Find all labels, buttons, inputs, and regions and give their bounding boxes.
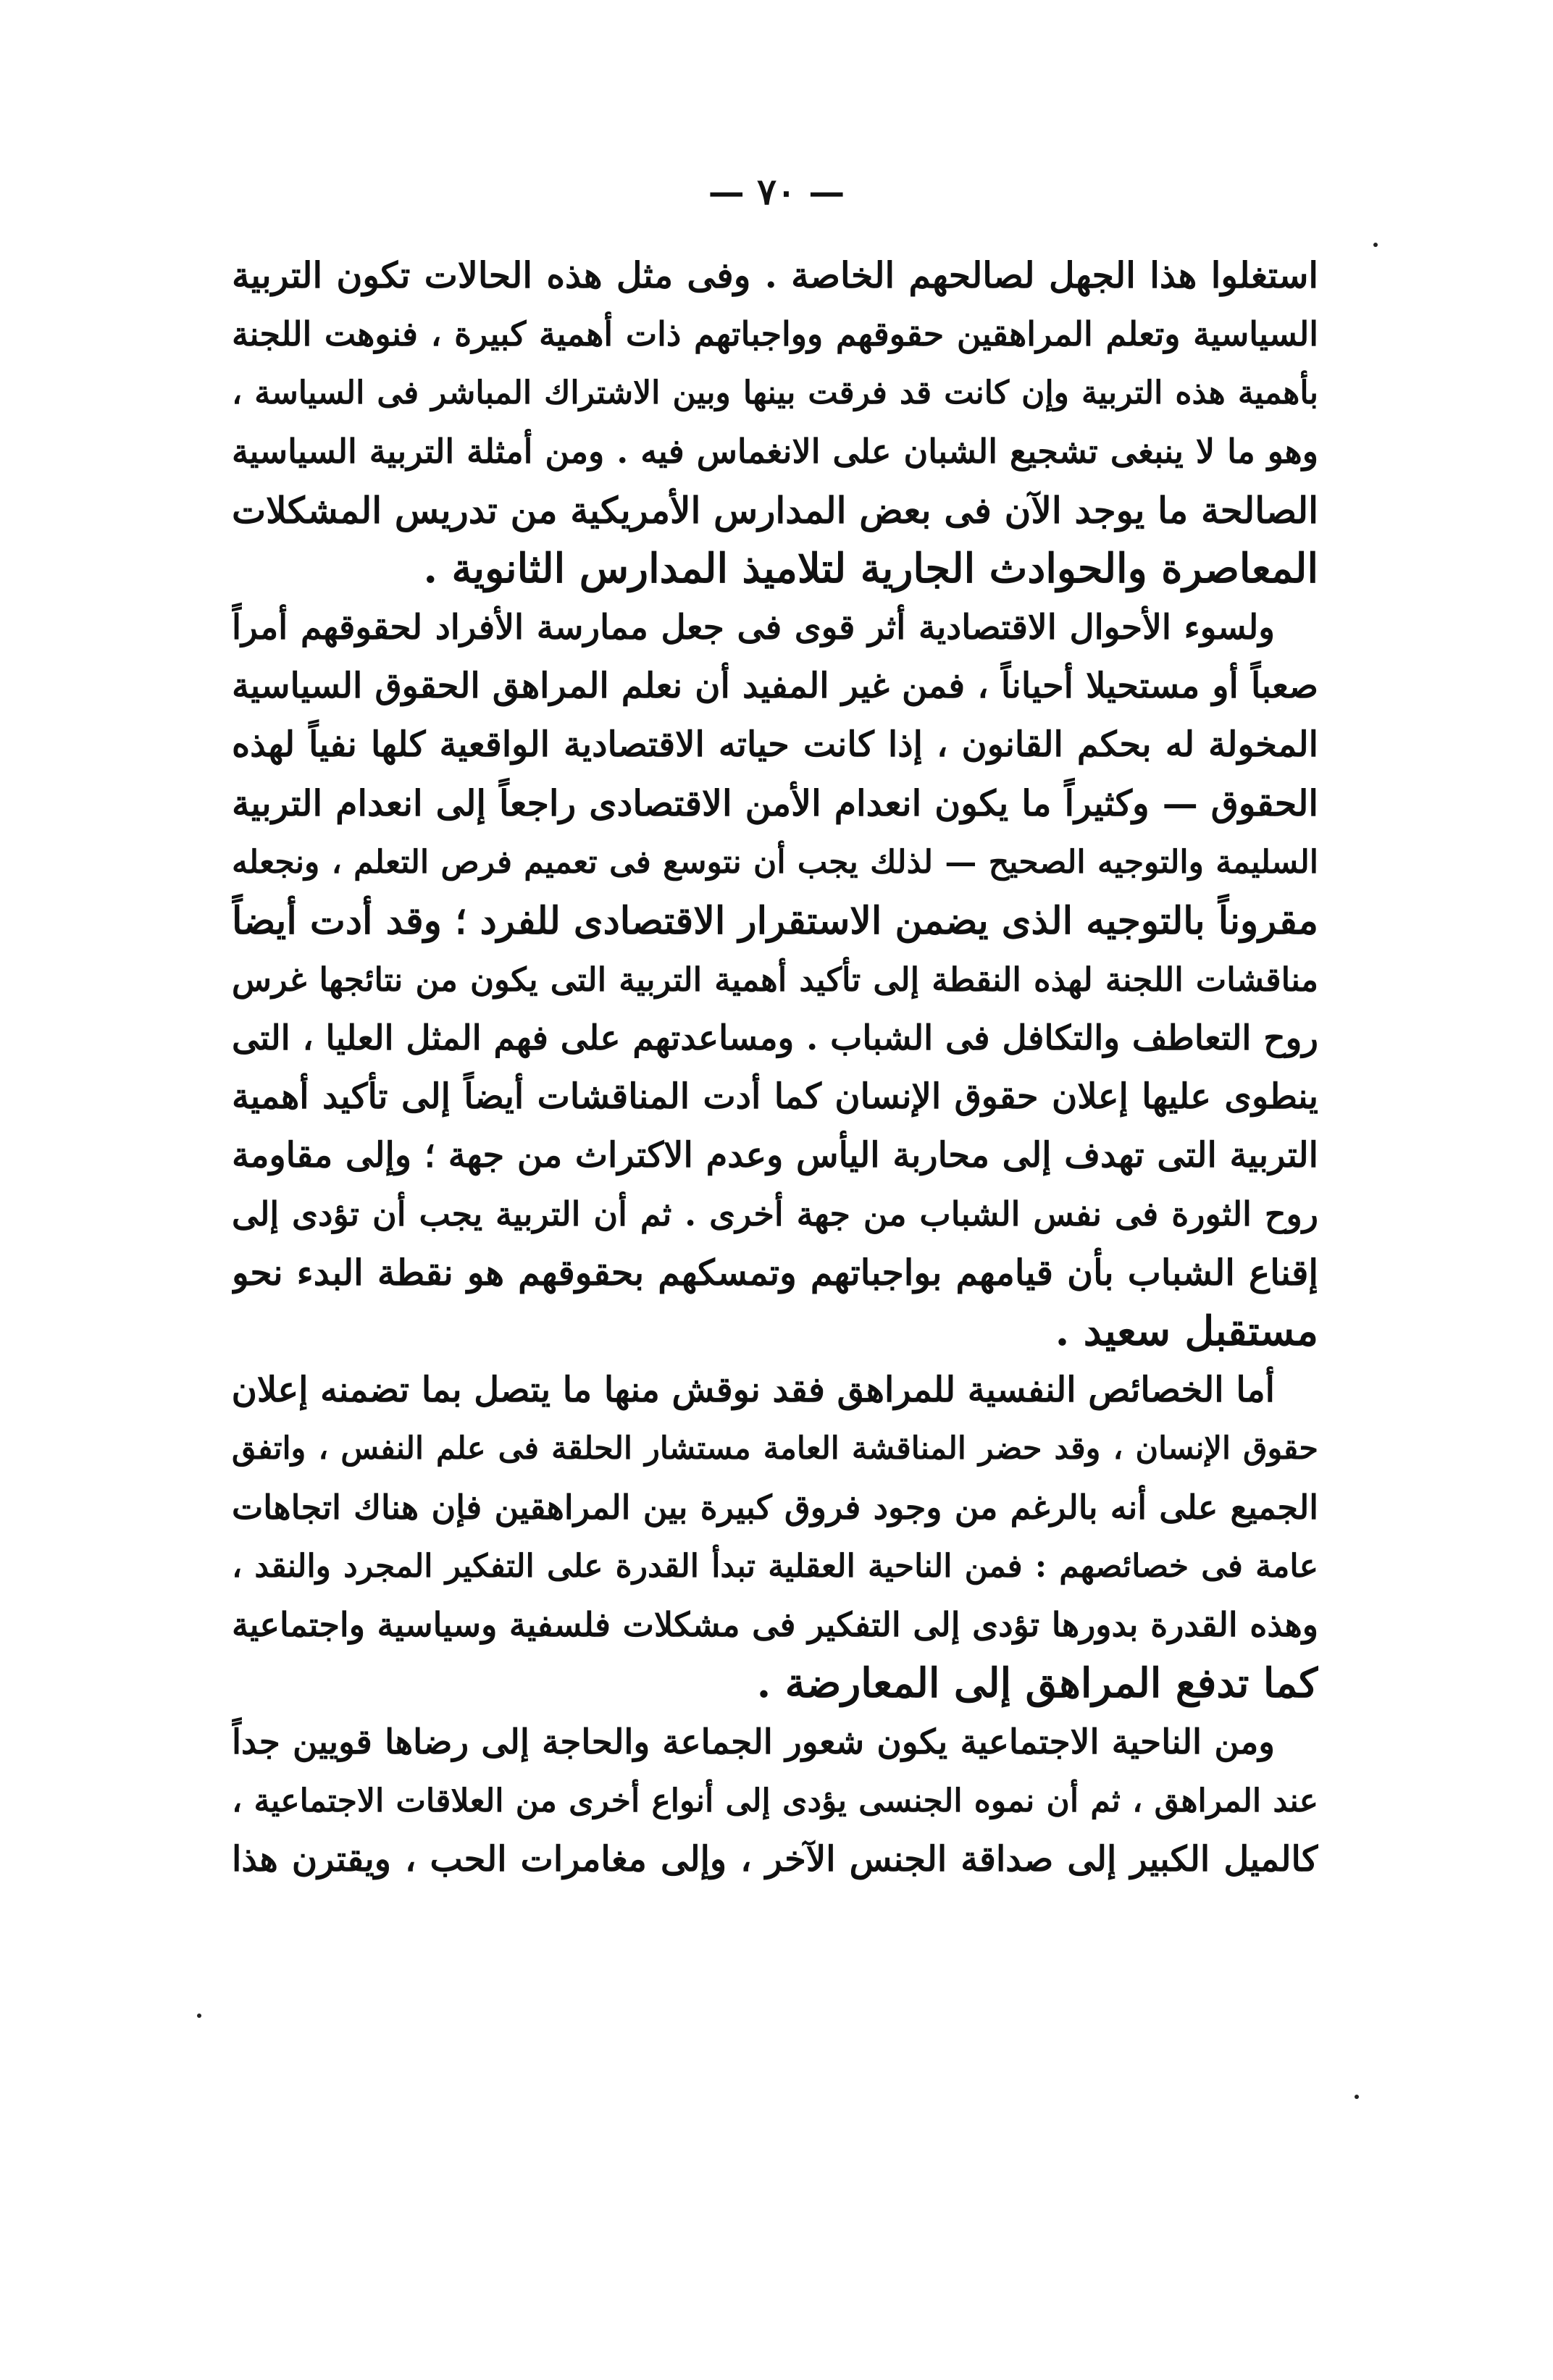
text-line: التربية التى تهدف إلى محاربة اليأس وعدم الاكتراث من جهة ؛ وإلى مقاومة <box>232 1135 1318 1176</box>
body-text <box>232 246 1318 1889</box>
page-number: — ٧٠ — <box>708 170 845 213</box>
text-line: الجميع على أنه بالرغم من وجود فروق كبيرة بين المراهقين فإن هناك اتجاهات <box>232 1488 1318 1527</box>
text-line: إقناع الشباب بأن قيامهم بواجباتهم وتمسكهم بحقوقهم هو نقطة البدء نحو <box>232 1252 1318 1294</box>
text-line: السياسية وتعلم المراهقين حقوقهم وواجباتهم ذات أهمية كبيرة ، فنوهت اللجنة <box>232 314 1318 353</box>
text-line: المخولة له بحكم القانون ، إذا كانت حياته الاقتصادية الواقعية كلها نفياً لهذه <box>232 724 1318 765</box>
text-line: عامة فى خصائصهم : فمن الناحية العقلية تبدأ القدرة على التفكير المجرد والنقد ، <box>232 1548 1318 1585</box>
text-line: مقروناً بالتوجيه الذى يضمن الاستقرار الاقتصادى للفرد ؛ وقد أدت أيضاً <box>232 899 1318 943</box>
paragraph <box>232 246 1318 598</box>
text-line: الحقوق — وكثيراً ما يكون انعدام الأمن الاقتصادى راجعاً إلى انعدام التربية <box>232 782 1318 824</box>
scan-speck <box>1355 2095 1359 2099</box>
text-line: السليمة والتوجيه الصحيح — لذلك يجب أن نتوسع فى تعميم فرص التعلم ، ونجعله <box>232 844 1318 881</box>
text-line: ومن الناحية الاجتماعية يكون شعور الجماعة والحاجة إلى رضاها قويين جداً <box>232 1722 1275 1762</box>
text-line: صعباً أو مستحيلا أحياناً ، فمن غير المفيد أن نعلم المراهق الحقوق السياسية <box>232 666 1318 706</box>
text-line: أما الخصائص النفسية للمراهق فقد نوقش منها ما يتصل بما تضمنه إعلان <box>232 1370 1275 1410</box>
text-line: عند المراهق ، ثم أن نموه الجنسى يؤدى إلى أنواع أخرى من العلاقات الاجتماعية ، <box>232 1782 1318 1819</box>
paragraph <box>232 1713 1318 1889</box>
text-line: وهذه القدرة بدورها تؤدى إلى التفكير فى مشكلات فلسفية وسياسية واجتماعية <box>232 1605 1318 1644</box>
text-line: مناقشات اللجنة لهذه النقطة إلى تأكيد أهمية التربية التى يكون من نتائجها غرس <box>232 960 1318 999</box>
text-line: استغلوا هذا الجهل لصالحهم الخاصة . وفى مثل هذه الحالات تكون التربية <box>232 254 1318 296</box>
text-line: الصالحة ما يوجد الآن فى بعض المدارس الأمريكية من تدريس المشكلات <box>232 489 1318 532</box>
text-line: كالميل الكبير إلى صداقة الجنس الآخر ، وإلى مغامرات الحب ، ويقترن هذا <box>232 1839 1318 1880</box>
text-line: ولسوء الأحوال الاقتصادية أثر قوى فى جعل ممارسة الأفراد لحقوقهم أمراً <box>232 608 1275 648</box>
text-line: بأهمية هذه التربية وإن كانت قد فرقت بينها وبين الاشتراك المباشر فى السياسة ، <box>232 374 1318 411</box>
text-line: المعاصرة والحوادث الجارية لتلاميذ المدارس الثانوية . <box>423 545 1318 592</box>
scan-speck <box>197 2014 201 2018</box>
paragraph <box>232 1361 1318 1713</box>
text-line: مستقبل سعيد . <box>1055 1307 1318 1355</box>
paragraph <box>232 598 1318 1361</box>
text-line: روح الثورة فى نفس الشباب من جهة أخرى . ثم أن التربية يجب أن تؤدى إلى <box>232 1194 1318 1233</box>
text-line: كما تدفع المراهق إلى المعارضة . <box>756 1659 1318 1707</box>
text-line: وهو ما لا ينبغى تشجيع الشبان على الانغماس فيه . ومن أمثلة التربية السياسية <box>232 432 1318 471</box>
text-line: حقوق الإنسان ، وقد حضر المناقشة العامة مستشار الحلقة فى علم النفس ، واتفق <box>232 1430 1318 1467</box>
scan-speck <box>1373 243 1378 247</box>
text-line: روح التعاطف والتكافل فى الشباب . ومساعدتهم على فهم المثل العليا ، التى <box>232 1018 1318 1058</box>
text-line: ينطوى عليها إعلان حقوق الإنسان كما أدت المناقشات أيضاً إلى تأكيد أهمية <box>232 1076 1318 1117</box>
